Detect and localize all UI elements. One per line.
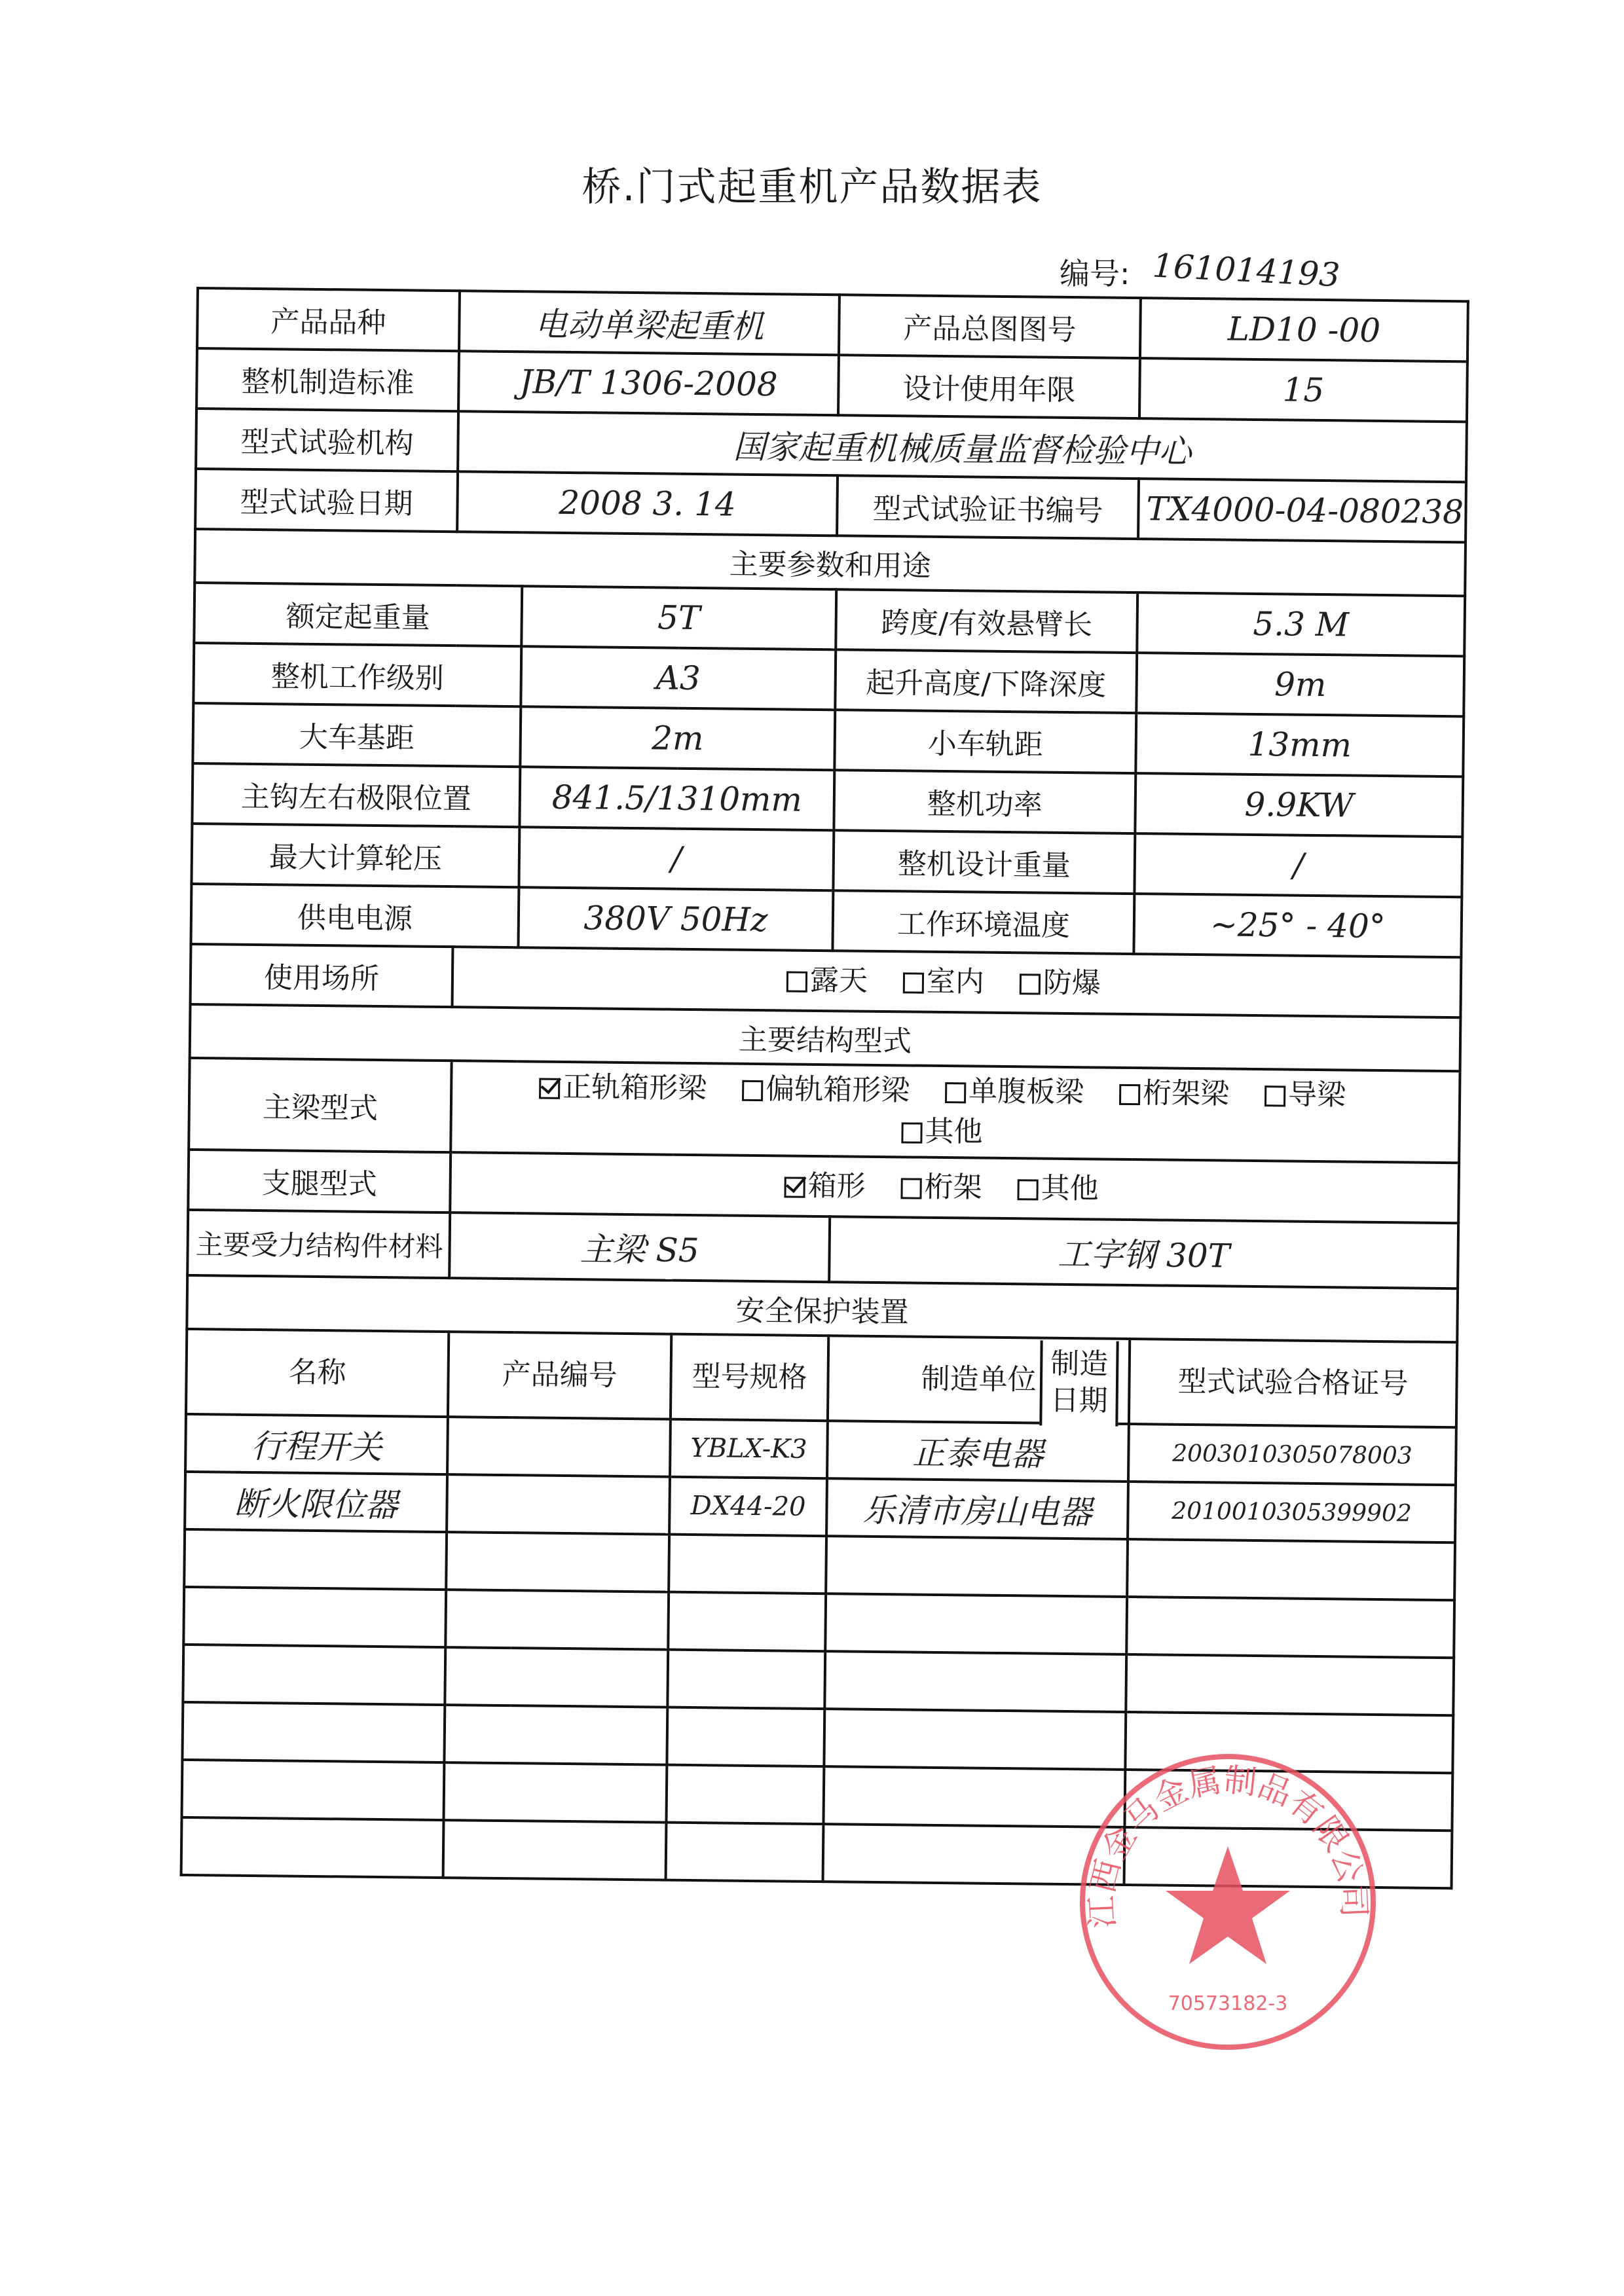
standard-value: JB/T 1306-2008 xyxy=(458,351,839,415)
cert-no-label: 型式试验证书编号 xyxy=(837,475,1139,539)
checked-checkbox-icon[interactable] xyxy=(539,1078,560,1099)
safety-header-date: 制造日期 xyxy=(1039,1340,1118,1426)
lift-height-value: 9m xyxy=(1136,653,1464,716)
trolley-gauge-value: 13mm xyxy=(1135,713,1464,776)
base-distance-label: 大车基距 xyxy=(193,703,521,767)
empty-cell xyxy=(669,1535,826,1594)
safety-header-product-no: 产品编号 xyxy=(448,1332,671,1419)
safety-header-cert: 型式试验合格证号 xyxy=(1129,1339,1457,1427)
lift-height-label: 起升高度/下降深度 xyxy=(835,649,1137,713)
data-sheet-table xyxy=(180,287,1469,1889)
girder-options xyxy=(451,1061,1460,1163)
span-value: 5.3 M xyxy=(1137,592,1465,656)
empty-cell xyxy=(182,1760,445,1820)
girder-option-offset-box[interactable]: 偏轨箱形梁 xyxy=(742,1069,910,1112)
work-class-value: A3 xyxy=(521,646,836,710)
cert-no-value: TX4000-04-080238 xyxy=(1138,479,1466,542)
girder-option-truss[interactable]: 桁架梁 xyxy=(1119,1073,1230,1115)
base-distance-value: 2m xyxy=(520,706,835,770)
safety-cell-product-no xyxy=(447,1474,670,1535)
page-title: 桥.门式起重机产品数据表 xyxy=(581,164,1043,210)
empty-cell xyxy=(1126,1654,1454,1715)
material-label: 主要受力结构件材料 xyxy=(187,1210,450,1278)
empty-cell xyxy=(666,1765,824,1825)
site-option-indoor[interactable]: 室内 xyxy=(903,961,985,1002)
checkbox-icon[interactable] xyxy=(742,1080,763,1101)
seal-company-name: 江西金马金属制品有限公司 xyxy=(1082,1760,1373,1929)
structure-section-title: 主要结构型式 xyxy=(190,1004,1461,1071)
supply-value: 380V 50Hz xyxy=(518,887,833,951)
design-weight-label: 整机设计重量 xyxy=(833,830,1135,894)
standard-label: 整机制造标准 xyxy=(196,348,459,411)
girder-option-guide[interactable]: 导梁 xyxy=(1264,1074,1346,1116)
power-label: 整机功率 xyxy=(834,770,1135,833)
hook-limit-value: 841.5/1310mm xyxy=(519,767,834,830)
checkbox-icon[interactable] xyxy=(1020,974,1041,994)
girder-option-box[interactable]: 正轨箱形梁 xyxy=(539,1067,707,1110)
material-value-2: 工字钢 30T xyxy=(829,1216,1458,1288)
site-options xyxy=(452,947,1462,1017)
safety-header-name: 名称 xyxy=(186,1329,449,1417)
test-date-label: 型式试验日期 xyxy=(195,469,458,532)
env-temp-label: 工作环境温度 xyxy=(832,890,1134,954)
wheel-pressure-value: / xyxy=(519,827,834,890)
checked-checkbox-icon[interactable] xyxy=(784,1176,805,1197)
checkbox-icon[interactable] xyxy=(1119,1084,1140,1105)
serial-value: 161014193 xyxy=(1151,246,1341,295)
test-date-value: 2008 3. 14 xyxy=(457,471,838,536)
empty-cell xyxy=(667,1650,825,1709)
general-drawing-value: LD10 -00 xyxy=(1140,298,1468,361)
safety-header-manufacturer: 制造单位 xyxy=(828,1336,1130,1424)
design-life-value: 15 xyxy=(1139,358,1467,422)
empty-cell xyxy=(825,1594,1127,1654)
safety-cell-name: 行程开关 xyxy=(185,1414,448,1474)
safety-section-title: 安全保护装置 xyxy=(187,1275,1458,1342)
leg-option-truss[interactable]: 桁架 xyxy=(900,1167,982,1208)
env-temp-value: ~25° - 40° xyxy=(1134,894,1462,957)
empty-cell xyxy=(667,1707,824,1767)
safety-cell-product-no xyxy=(447,1417,671,1477)
span-label: 跨度/有效悬臂长 xyxy=(836,589,1137,653)
empty-cell xyxy=(1126,1597,1454,1658)
material-value-1: 主梁 S5 xyxy=(449,1212,830,1282)
girder-option-other[interactable]: 其他 xyxy=(901,1111,983,1152)
checkbox-icon[interactable] xyxy=(901,1122,922,1143)
empty-cell xyxy=(1127,1539,1455,1600)
test-org-label: 型式试验机构 xyxy=(196,409,458,471)
safety-cell-model: YBLX-K3 xyxy=(670,1419,828,1479)
empty-cell xyxy=(668,1592,826,1652)
design-life-label: 设计使用年限 xyxy=(838,355,1140,418)
safety-cell-name: 断火限位器 xyxy=(185,1472,447,1532)
params-section-title: 主要参数和用途 xyxy=(194,529,1466,596)
safety-cell-model: DX44-20 xyxy=(669,1477,827,1537)
company-seal-stamp xyxy=(1074,1748,1382,2056)
trolley-gauge-label: 小车轨距 xyxy=(834,710,1136,773)
empty-cell xyxy=(445,1590,669,1650)
safety-header-model: 型号规格 xyxy=(671,1334,828,1421)
empty-cell xyxy=(444,1705,667,1765)
wheel-pressure-label: 最大计算轮压 xyxy=(191,824,519,887)
girder-option-single-web[interactable]: 单腹板梁 xyxy=(945,1071,1084,1113)
empty-cell xyxy=(182,1702,445,1762)
safety-cell-cert: 2010010305399902 xyxy=(1128,1482,1456,1542)
checkbox-icon[interactable] xyxy=(903,972,924,993)
empty-cell xyxy=(443,1762,667,1823)
product-type-label: 产品品种 xyxy=(197,288,460,351)
empty-cell xyxy=(183,1587,446,1647)
safety-cell-manufacturer: 乐清市房山电器 xyxy=(826,1478,1128,1539)
empty-cell xyxy=(826,1536,1128,1597)
checkbox-icon[interactable] xyxy=(945,1082,966,1103)
site-option-outdoor[interactable]: 露天 xyxy=(786,960,868,1001)
checkbox-icon[interactable] xyxy=(786,971,807,992)
work-class-label: 整机工作级别 xyxy=(193,643,521,706)
checkbox-icon[interactable] xyxy=(1264,1085,1285,1106)
test-org-value: 国家起重机械质量监督检验中心 xyxy=(458,411,1467,482)
leg-option-box[interactable]: 箱形 xyxy=(784,1165,866,1207)
empty-cell xyxy=(445,1647,668,1707)
general-drawing-label: 产品总图图号 xyxy=(839,295,1141,358)
girder-label: 主梁型式 xyxy=(189,1058,451,1152)
leg-label: 支腿型式 xyxy=(188,1150,451,1212)
empty-cell xyxy=(824,1651,1126,1712)
empty-cell xyxy=(446,1532,669,1592)
leg-option-other[interactable]: 其他 xyxy=(1017,1168,1099,1209)
power-value: 9.9KW xyxy=(1135,773,1463,837)
empty-cell xyxy=(184,1529,447,1590)
seal-code: 70573182-3 xyxy=(1168,1992,1288,2015)
empty-cell xyxy=(666,1823,824,1882)
supply-label: 供电电源 xyxy=(191,884,519,947)
rated-load-value: 5T xyxy=(521,586,836,649)
design-weight-value: / xyxy=(1134,833,1462,897)
checkbox-icon[interactable] xyxy=(1017,1179,1038,1200)
serial-label: 编号: xyxy=(1060,256,1130,291)
checkbox-icon[interactable] xyxy=(900,1178,921,1199)
empty-cell xyxy=(181,1817,444,1878)
safety-cell-cert: 2003010305078003 xyxy=(1128,1424,1456,1485)
product-type-value: 电动单梁起重机 xyxy=(459,291,840,355)
empty-cell xyxy=(183,1645,445,1705)
site-label: 使用场所 xyxy=(191,944,453,1007)
safety-cell-manufacturer: 正泰电器 xyxy=(827,1421,1129,1482)
rated-load-label: 额定起重量 xyxy=(194,583,522,646)
hook-limit-label: 主钩左右极限位置 xyxy=(192,763,520,827)
site-option-explosion-proof[interactable]: 防爆 xyxy=(1020,962,1101,1004)
empty-cell xyxy=(443,1820,667,1880)
leg-options xyxy=(450,1152,1459,1223)
